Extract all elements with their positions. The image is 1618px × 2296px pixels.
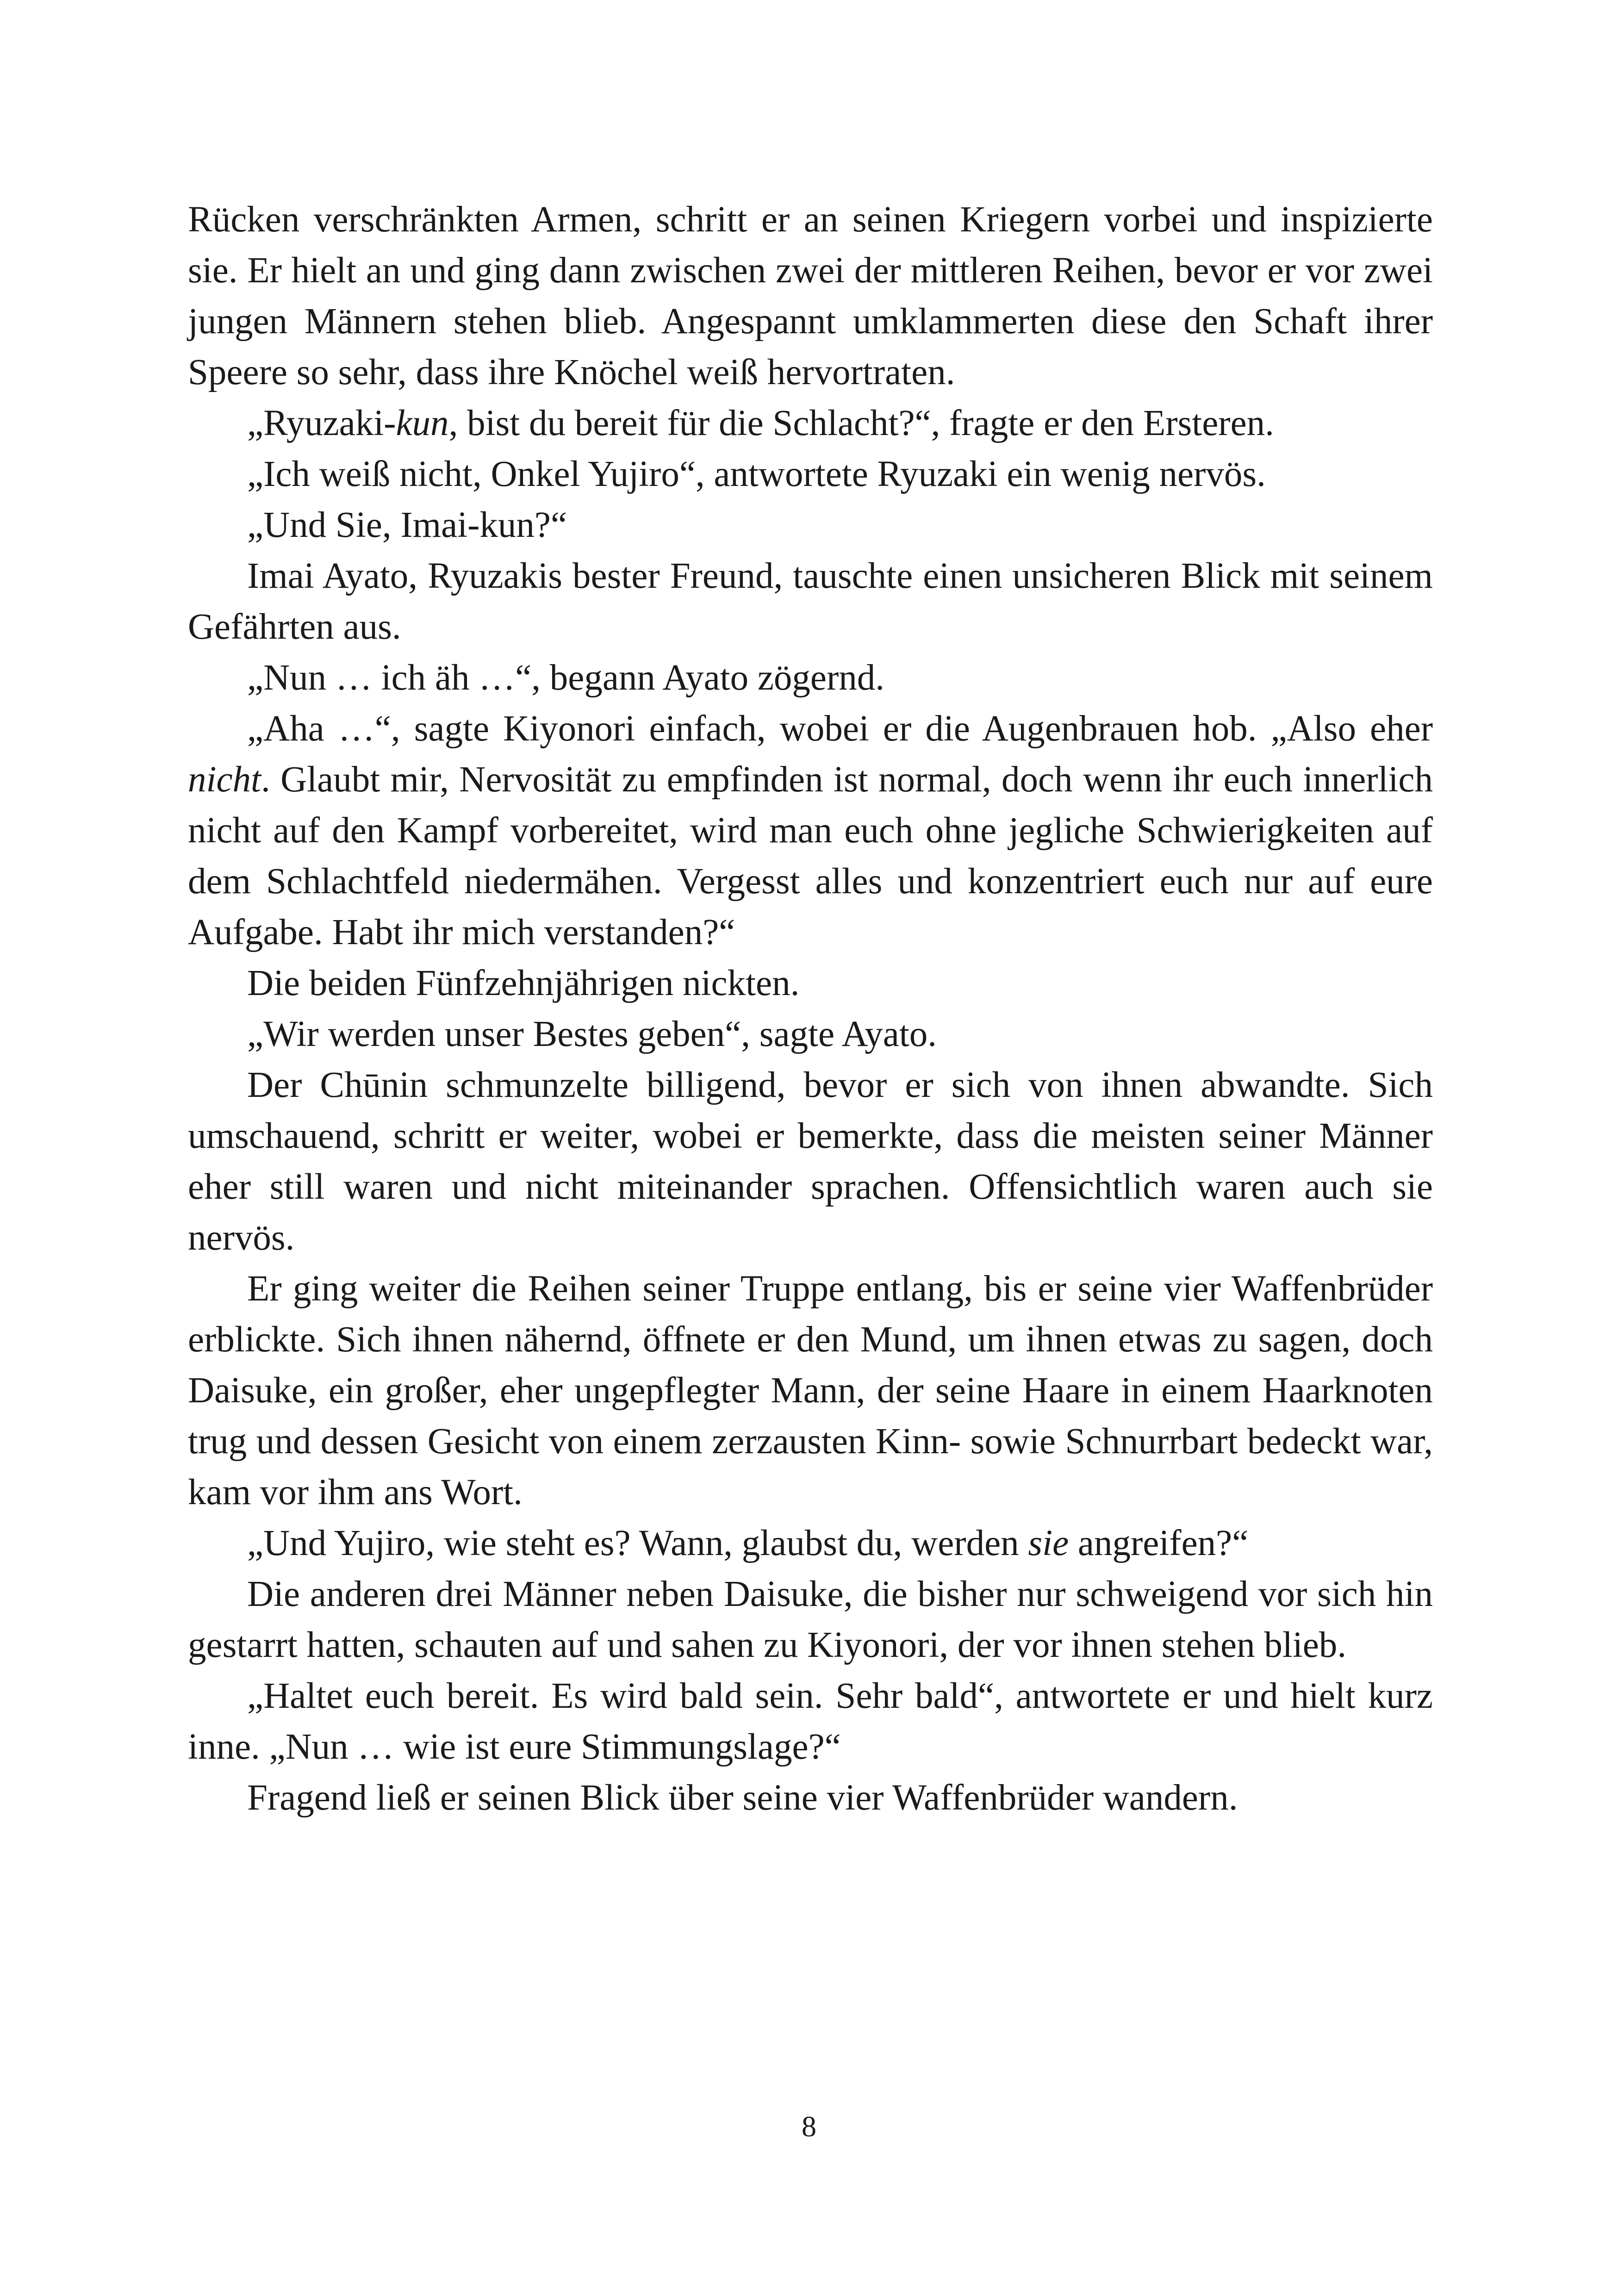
text-run: Imai Ayato, Ryuzakis bester Freund, tauschte einen unsicheren Blick mit seinem Gefährten aus. — [188, 556, 1433, 647]
body-text — [188, 194, 1433, 1823]
text-run: Der Chūnin schmunzelte billigend, bevor er sich von ihnen abwandte. Sich umschauend, schritt er weiter, wobei er bemerkte, dass die meisten seiner Männer eher still waren und nicht miteinander sprachen. Offensichtlich waren auch sie nervös. — [188, 1065, 1433, 1258]
text-run: . Glaubt mir, Nervosität zu empfinden ist normal, doch wenn ihr euch innerlich nicht auf den Kampf vorbereitet, wird man euch ohne jegliche Schwierigkeiten auf dem Schlachtfeld niedermähen. Vergesst alles und konzentriert euch nur auf eure Aufgabe. Habt ihr mich verstanden?“ — [188, 759, 1433, 952]
paragraph — [188, 1060, 1433, 1263]
text-run: „Und Sie, Imai-kun?“ — [247, 505, 567, 545]
page-number: 8 — [802, 2110, 816, 2143]
paragraph — [188, 1671, 1433, 1773]
text-run: „Haltet euch bereit. Es wird bald sein. Sehr bald“, antwortete er und hielt kurz inne. „Nun … wie ist eure Stimmungslage?“ — [188, 1676, 1433, 1767]
italic-text-run: nicht — [188, 759, 261, 800]
paragraph — [188, 958, 1433, 1009]
paragraph — [188, 551, 1433, 653]
text-run: „Wir werden unser Bestes geben“, sagte Ayato. — [247, 1014, 937, 1054]
paragraph — [188, 1263, 1433, 1518]
text-run: „Ich weiß nicht, Onkel Yujiro“, antwortete Ryuzaki ein wenig nervös. — [247, 454, 1266, 494]
text-run: , bist du bereit für die Schlacht?“, fragte er den Ersteren. — [448, 403, 1274, 443]
paragraph — [188, 1569, 1433, 1671]
paragraph — [188, 1518, 1433, 1569]
paragraph — [188, 500, 1433, 551]
paragraph — [188, 398, 1433, 449]
text-run: „Ryuzaki- — [247, 403, 396, 443]
paragraph — [188, 1773, 1433, 1823]
text-run: angreifen?“ — [1069, 1523, 1249, 1563]
paragraph — [188, 1009, 1433, 1060]
paragraph — [188, 449, 1433, 500]
text-run: Er ging weiter die Reihen seiner Truppe entlang, bis er seine vier Waffenbrüder erblickte. Sich ihnen nähernd, öffnete er den Mund, um ihnen etwas zu sagen, doch Daisuke, ein großer, eher ungepflegter Mann, der seine Haare in einem Haarknoten trug und dessen Gesicht von einem zerzausten Kinn- sowie Schnurrbart bedeckt war, kam vor ihm ans Wort. — [188, 1269, 1433, 1512]
text-run: „Und Yujiro, wie steht es? Wann, glaubst du, werden — [247, 1523, 1028, 1563]
paragraph — [188, 653, 1433, 703]
paragraph — [188, 194, 1433, 398]
text-run: Rücken verschränkten Armen, schritt er an seinen Kriegern vorbei und inspizierte sie. Er hielt an und ging dann zwischen zwei der mittleren Reihen, bevor er vor zwei jungen Männern stehen blieb. Angespannt umklammerten diese den Schaft ihrer Speere so sehr, dass ihre Knöchel weiß hervortraten. — [188, 199, 1433, 392]
italic-text-run: sie — [1028, 1523, 1069, 1563]
text-run: Die beiden Fünfzehnjährigen nickten. — [247, 963, 800, 1003]
text-run: „Aha …“, sagte Kiyonori einfach, wobei er die Augenbrauen hob. „Also eher — [247, 709, 1433, 749]
italic-text-run: kun — [396, 403, 449, 443]
text-run: Fragend ließ er seinen Blick über seine vier Waffenbrüder wandern. — [247, 1778, 1238, 1818]
paragraph — [188, 703, 1433, 958]
text-run: „Nun … ich äh …“, begann Ayato zögernd. — [247, 658, 885, 698]
text-run: Die anderen drei Männer neben Daisuke, die bisher nur schweigend vor sich hin gestarrt hatten, schauten auf und sahen zu Kiyonori, der vor ihnen stehen blieb. — [188, 1574, 1433, 1665]
